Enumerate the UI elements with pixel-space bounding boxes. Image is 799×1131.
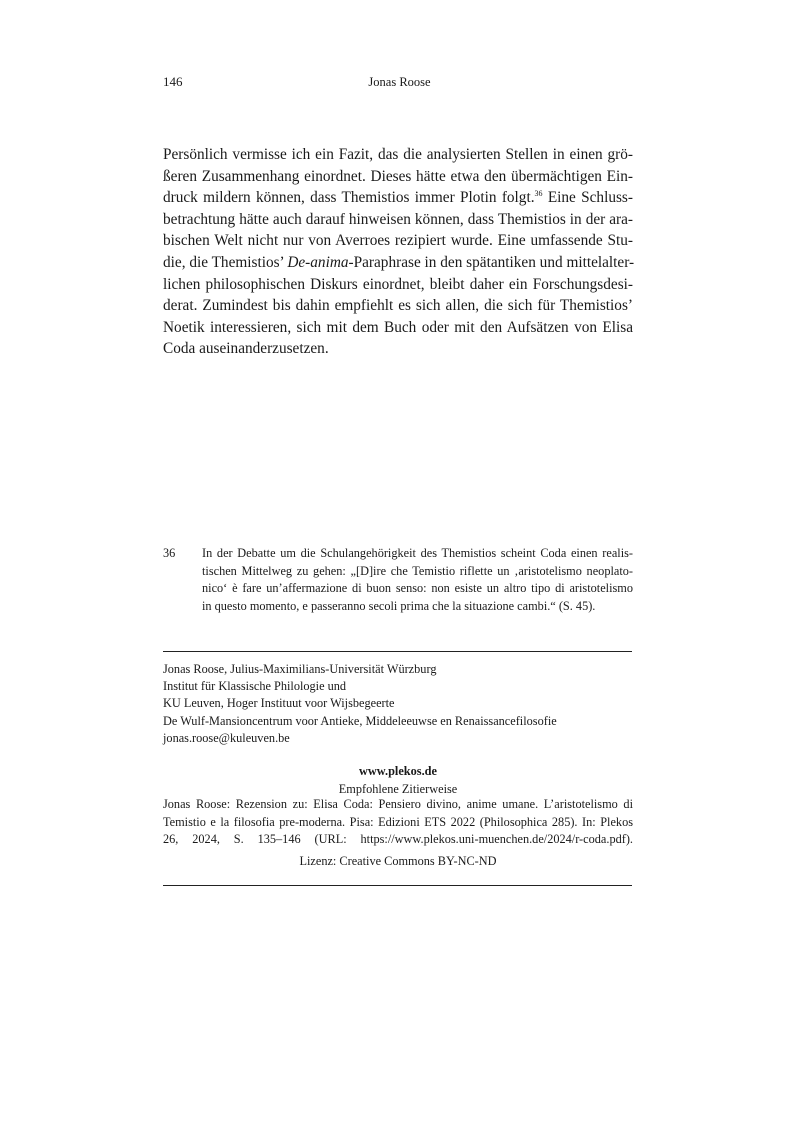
body-line <box>163 187 633 209</box>
author-address <box>163 661 557 747</box>
footnote-ref[interactable]: 36 <box>534 189 543 199</box>
citation-line: Temistio e la filosofia pre-moderna. Pisa: Edizioni ETS 2022 (Philosophica 285). In: Plekos <box>163 814 633 829</box>
divider <box>163 651 632 652</box>
body-text <box>163 144 633 360</box>
text: -Paraphrase in den spätantiken und mittelalter- <box>348 253 635 271</box>
footnote-line: in questo momento, e passeranno secoli prima che la situazione cambi.“ (S. 45). <box>202 598 596 613</box>
text: druck mildern können, dass Themistios immer Plotin folgt. <box>163 189 535 207</box>
author-email[interactable]: jonas.roose@kuleuven.be <box>163 730 290 745</box>
body-line: betrachtung hätte auch darauf hinweisen können, dass Themistios in der ara- <box>163 210 633 228</box>
body-line: Coda auseinanderzusetzen. <box>163 340 329 358</box>
running-head: Jonas Roose <box>368 75 431 89</box>
footnote-line: nico‘ è fare un’affermazione di buon senso: non esiste un altro tipo di aristotelismo <box>202 581 633 596</box>
body-line: Noetik interessieren, sich mit dem Buch oder mit den Aufsätzen von Elisa <box>163 318 633 336</box>
address-line: De Wulf-Mansioncentrum voor Antieke, Middeleeuwse en Renaissancefilosofie <box>163 713 557 728</box>
address-line: Jonas Roose, Julius-Maximilians-Universität Würzburg <box>163 662 437 676</box>
body-line: Persönlich vermisse ich ein Fazit, das die analysierten Stellen in einen grö- <box>163 146 633 163</box>
citation-text <box>163 796 633 849</box>
italic-term: De-anima <box>287 253 349 271</box>
footnote <box>163 545 633 615</box>
text: die, die Themistios’ <box>163 253 288 271</box>
body-line <box>163 252 633 274</box>
citation-line: 26, 2024, S. 135–146 (URL: https://www.plekos.uni-muenchen.de/2024/r-coda.pdf). <box>163 832 633 847</box>
site-link[interactable]: www.plekos.de <box>359 764 437 778</box>
page-number: 146 <box>163 74 183 89</box>
footnote-line: In der Debatte um die Schulangehörigkeit des Themistios scheint Coda einen realis- <box>202 546 633 560</box>
footnote-number: 36 <box>163 546 176 560</box>
license: Lizenz: Creative Commons BY-NC-ND <box>299 854 497 868</box>
citation-line: Jonas Roose: Rezension zu: Elisa Coda: Pensiero divino, anime umane. L’aristotelismo di <box>163 797 633 811</box>
footnote-line: tischen Mittelweg zu gehen: „[D]ire che Temistio riflette un ‚aristotelismo neoplato- <box>202 563 633 578</box>
body-line: derat. Zumindest bis dahin empfiehlt es sich allen, die sich für Themistios’ <box>163 297 633 315</box>
body-line: ßeren Zusammenhang einordnet. Dieses hätte etwa den übermächtigen Ein- <box>163 167 633 185</box>
text: Eine Schluss- <box>542 189 633 207</box>
address-line: KU Leuven, Hoger Instituut voor Wijsbegeerte <box>163 696 395 711</box>
address-line: Institut für Klassische Philologie und <box>163 679 347 694</box>
divider <box>163 885 632 886</box>
body-line: lichen philosophischen Diskurs einordnet, bleibt daher ein Forschungsdesi- <box>163 275 633 293</box>
body-line: bischen Welt nicht nur von Averroes rezipiert wurde. Eine umfassende Stu- <box>163 232 633 250</box>
citation-heading: Empfohlene Zitierweise <box>338 782 458 796</box>
